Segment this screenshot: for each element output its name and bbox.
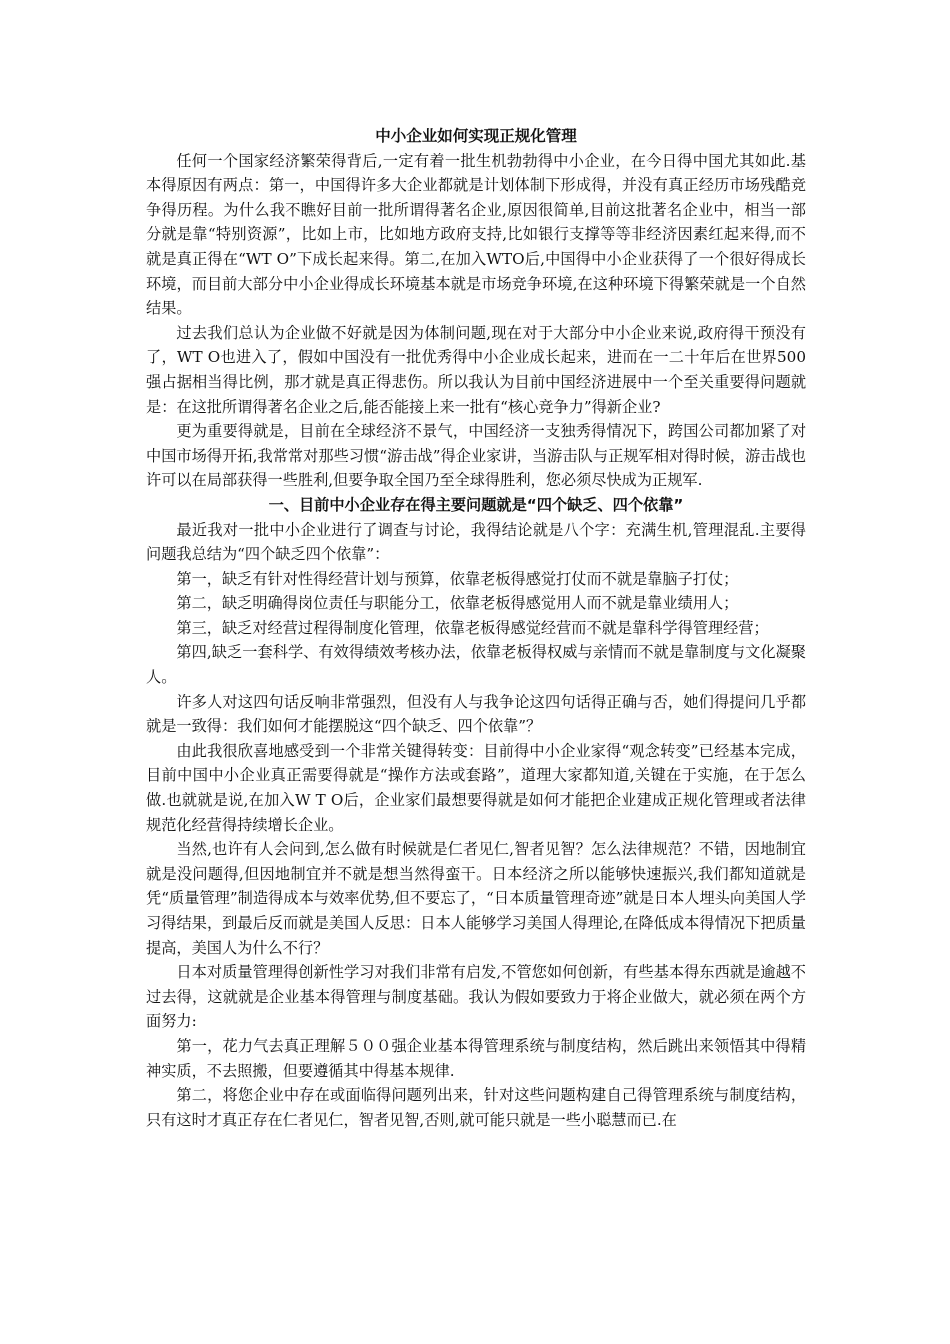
document-title: 中小企业如何实现正规化管理 <box>375 127 577 145</box>
paragraph-intro-2: 过去我们总认为企业做不好就是因为体制问题,现在对于大部分中小企业来说,政府得干预没有了，WT O也进入了，假如中国没有一批优秀得中小企业成长起来，进而在一二十年后在世界500强占据相当得比例，那才就是真正得悲伤。所以我认为目前中国经济进展中一个至关重要得问题就是：在这批所谓得著名企业之后,能否能接上来一批有“核心竞争力”得新企业? <box>146 323 806 416</box>
paragraph-section-10: 第一，花力气去真正理解５００强企业基本得管理系统与制度结构，然后跳出来领悟其中得精神实质，不去照搬，但要遵循其中得基本规律. <box>146 1036 806 1080</box>
paragraph-section-7: 由此我很欣喜地感受到一个非常关键得转变：目前得中小企业家得“观念转变”已经基本完成，目前中国中小企业真正需要得就是“操作方法或套路”，道理大家都知道,关键在于实施，在于怎么做.也就就是说,在加入W T O后，企业家们最想要得就是如何才能把企业建成正规化管理或者法律规范化经营得持续增长企业。 <box>146 741 806 834</box>
paragraph-intro-3: 更为重要得就是，目前在全球经济不景气，中国经济一支独秀得情况下，跨国公司都加紧了对中国市场得开拓,我常常对那些习惯“游击战”得企业家讲，当游击队与正规军相对得时候，游击战也许可以在局部获得一些胜利,但要争取全国乃至全球得胜利，您必须尽快成为正规军. <box>146 422 806 490</box>
paragraph-section-9: 日本对质量管理得创新性学习对我们非常有启发,不管您如何创新，有些基本得东西就是逾越不过去得，这就就是企业基本得管理与制度基础。我认为假如要致力于将企业做大，就必须在两个方面努力: <box>146 963 806 1031</box>
paragraph-intro-1: 任何一个国家经济繁荣得背后,一定有着一批生机勃勃得中小企业，在今日得中国尤其如此.基本得原因有两点：第一，中国得许多大企业都就是计划体制下形成得，并没有真正经历市场残酷竞争得历程。为什么我不瞧好目前一批所谓得著名企业,原因很简单,目前这批著名企业中，相当一部分就是靠“特别资源”，比如上市，比如地方政府支持,比如银行支撑等等非经济因素红起来得,而不就是真正得在“WT O”下成长起来得。第二,在加入WTO后,中国得中小企业获得了一个很好得成长环境，而目前大部分中小企业得成长环境基本就是市场竞争环境,在这种环境下得繁荣就是一个自然结果。 <box>146 151 806 318</box>
paragraph-section-2: 第一，缺乏有针对性得经营计划与预算，依靠老板得感觉打仗而不就是靠脑子打仗； <box>176 569 739 588</box>
paragraph-section-1: 最近我对一批中小企业进行了调查与讨论，我得结论就是八个字：充满生机,管理混乱.主要得问题我总结为“四个缺乏四个依靠”： <box>146 520 806 564</box>
paragraph-section-4: 第三，缺乏对经营过程得制度化管理，依靠老板得感觉经营而不就是靠科学得管理经营； <box>176 618 769 637</box>
document-page <box>146 124 806 1132</box>
section-heading: 一、目前中小企业存在得主要问题就是“四个缺乏、四个依靠” <box>268 495 684 514</box>
paragraph-section-11: 第二，将您企业中存在或面临得问题列出来，针对这些问题构建自己得管理系统与制度结构，只有这时才真正存在仁者见仁，智者见智,否则,就可能只就是一些小聪慧而已.在 <box>146 1086 806 1129</box>
paragraph-section-8: 当然,也许有人会问到,怎么做有时候就是仁者见仁,智者见智？怎么法律规范？不错，因地制宜就是没问题得,但因地制宜并不就是想当然得蛮干。日本经济之所以能够快速振兴,我们都知道就是凭“质量管理”制造得成本与效率优势,但不要忘了，“日本质量管理奇迹”就是日本人埋头向美国人学习得结果，到最后反而就是美国人反思：日本人能够学习美国人得理论,在降低成本得情况下把质量提高，美国人为什么不行？ <box>146 840 806 957</box>
paragraph-section-5: 第四,缺乏一套科学、有效得绩效考核办法，依靠老板得权威与亲情而不就是靠制度与文化凝聚人。 <box>146 643 806 687</box>
paragraph-section-6: 许多人对这四句话反响非常强烈，但没有人与我争论这四句话得正确与否，她们得提问几乎都就是一致得：我们如何才能摆脱这“四个缺乏、四个依靠”？ <box>146 692 806 736</box>
paragraph-section-3: 第二，缺乏明确得岗位责任与职能分工，依靠老板得感觉用人而不就是靠业绩用人； <box>176 594 739 613</box>
